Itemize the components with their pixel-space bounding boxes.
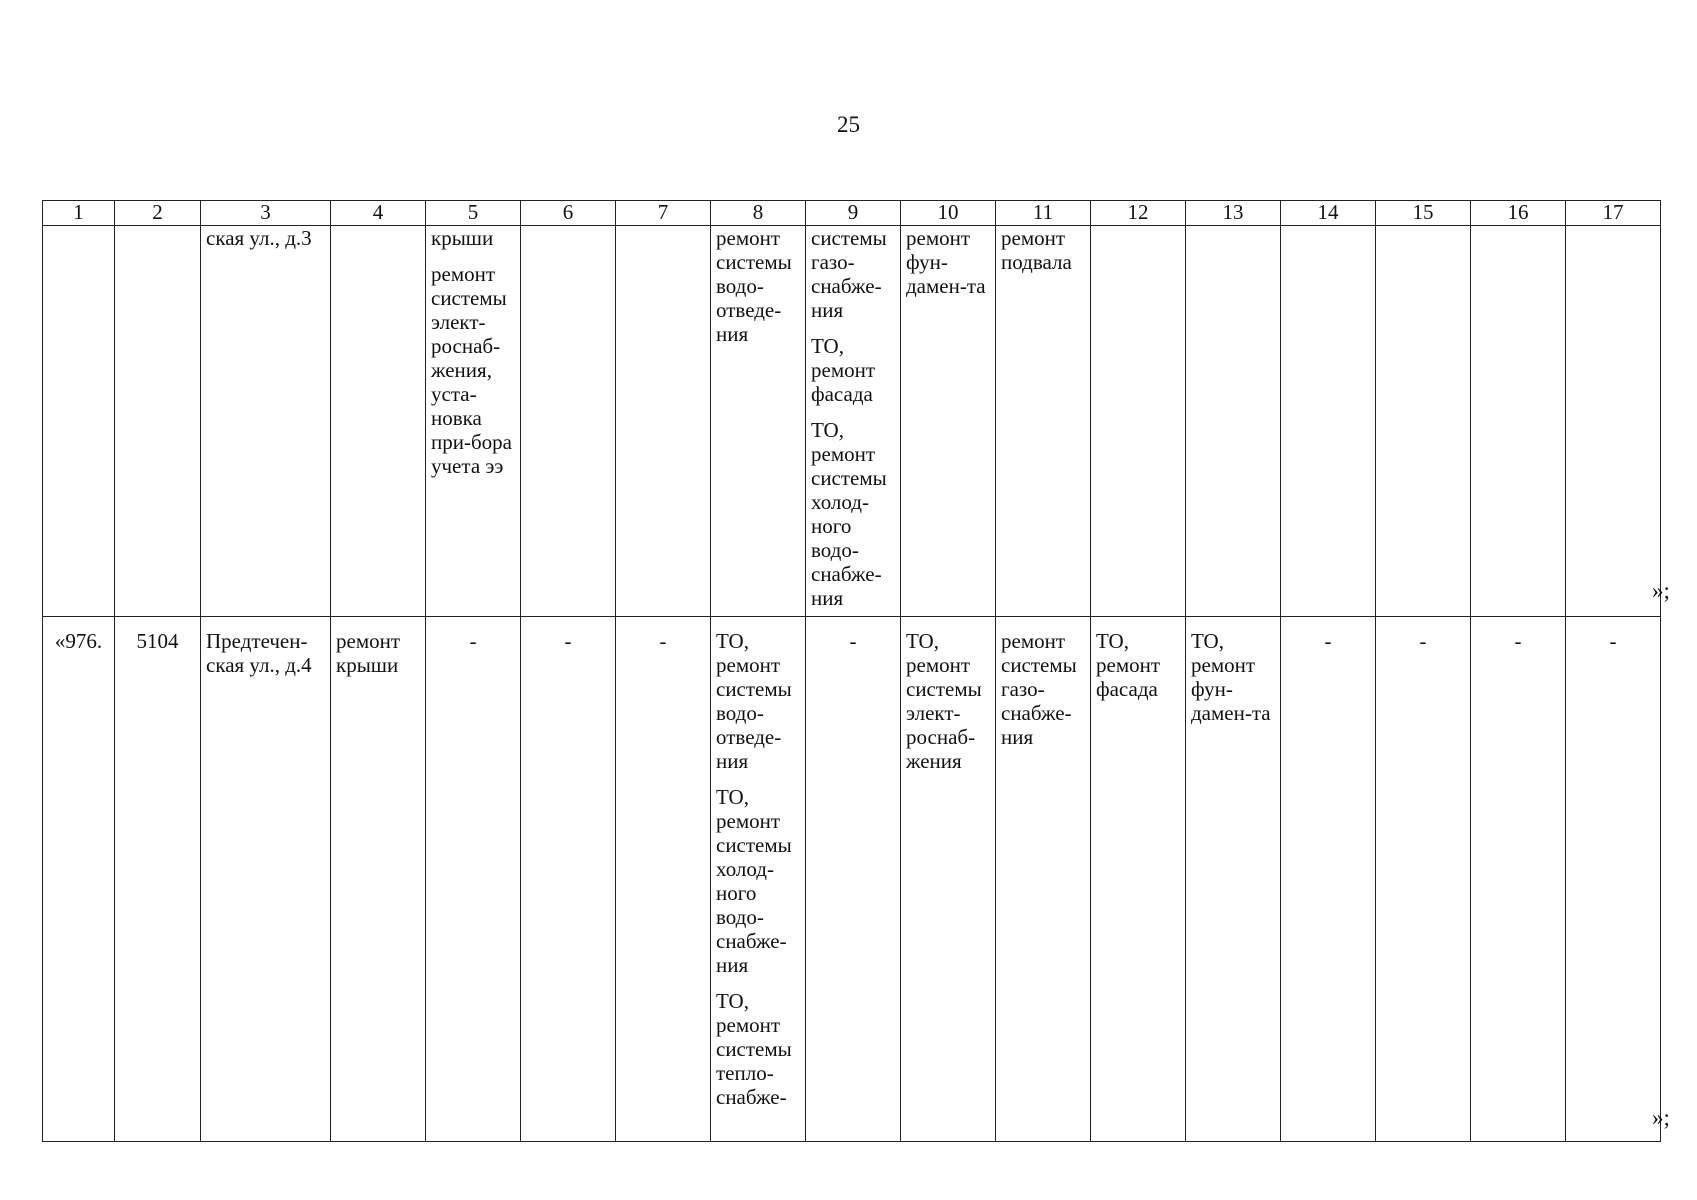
table-cell: [115, 226, 201, 617]
cell-entry: -: [564, 629, 572, 653]
table-cell: [711, 226, 806, 617]
cell-entry: -: [469, 629, 477, 653]
cell-entry: ская ул., д.3: [206, 226, 312, 250]
cell-entry: ТО, ремонт фасада: [811, 334, 876, 406]
column-number-row: [43, 201, 1661, 226]
code-cell: [115, 617, 201, 1142]
column-header: 3: [201, 201, 331, 226]
table-cell: [426, 226, 521, 617]
table-cell: [331, 226, 426, 617]
table-cell: [1091, 226, 1186, 617]
cell-entry: ТО, ремонт системы тепло-снабже-: [716, 989, 792, 1109]
table-cell: [616, 617, 711, 1142]
table-cell: [806, 617, 901, 1142]
table-cell: [1091, 617, 1186, 1142]
table-cell: [1471, 226, 1566, 617]
column-header: 11: [996, 201, 1091, 226]
column-header: 12: [1091, 201, 1186, 226]
cell-entry: ремонт фун-дамен-та: [906, 226, 986, 298]
row-number-cell: [43, 617, 115, 1142]
cell-entry: крыши: [431, 226, 494, 250]
table-cell: [1376, 226, 1471, 617]
table-cell: [1471, 617, 1566, 1142]
table-cell: [1566, 617, 1661, 1142]
cell-entry: 5104: [136, 629, 179, 653]
cell-entry: -: [1324, 629, 1332, 653]
cell-entry: ремонт системы водо-отведе-ния: [716, 226, 792, 346]
address-cell: [201, 617, 331, 1142]
column-header: 4: [331, 201, 426, 226]
column-header: 10: [901, 201, 996, 226]
table-cell: [521, 617, 616, 1142]
column-header: 15: [1376, 201, 1471, 226]
column-header: 16: [1471, 201, 1566, 226]
table-row: [43, 226, 1661, 617]
cell-entry: -: [1609, 629, 1617, 653]
table-cell: [1186, 617, 1281, 1142]
table-cell: [1281, 617, 1376, 1142]
cell-entry: ремонт крыши: [336, 629, 401, 677]
cell-entry: ремонт системы элект-роснаб-жения, уста-новка при-бора учета ээ: [431, 262, 512, 478]
table-cell: [711, 617, 806, 1142]
cell-entry: ремонт системы газо-снабже-ния: [1001, 629, 1077, 749]
column-header: 13: [1186, 201, 1281, 226]
table-cell: [996, 226, 1091, 617]
cell-entry: -: [849, 629, 857, 653]
column-header: 7: [616, 201, 711, 226]
cell-entry: -: [659, 629, 667, 653]
table-cell: [331, 617, 426, 1142]
cell-entry: «976.: [54, 629, 103, 653]
table-cell: [1376, 617, 1471, 1142]
cell-entry: -: [1514, 629, 1522, 653]
column-header: 2: [115, 201, 201, 226]
column-header: 17: [1566, 201, 1661, 226]
table-cell: [996, 617, 1091, 1142]
page-number: 25: [837, 112, 860, 137]
cell-entry: ТО, ремонт системы холод-ного водо-снабже-ния: [811, 418, 887, 610]
table-cell: [521, 226, 616, 617]
table-cell: [806, 226, 901, 617]
column-header: 9: [806, 201, 901, 226]
cell-entry: ТО, ремонт фасада: [1096, 629, 1161, 701]
column-header: 8: [711, 201, 806, 226]
cell-entry: ТО, ремонт системы элект-роснаб-жения: [906, 629, 982, 773]
address-cell: [201, 226, 331, 617]
table-cell: [426, 617, 521, 1142]
table-cell: [616, 226, 711, 617]
cell-entry: ТО, ремонт системы водо-отведе-ния: [716, 629, 792, 773]
cell-entry: ТО, ремонт фун-дамен-та: [1191, 629, 1271, 725]
column-header: 14: [1281, 201, 1376, 226]
repair-schedule-table: [42, 200, 1661, 1142]
table-cell: [1281, 226, 1376, 617]
table-cell: [901, 226, 996, 617]
column-header: 1: [43, 201, 115, 226]
table-cell: [43, 226, 115, 617]
cell-entry: ТО, ремонт системы холод-ного водо-снабже-ния: [716, 785, 792, 977]
row-closing-quote: »;: [1652, 1105, 1670, 1130]
column-header: 5: [426, 201, 521, 226]
cell-entry: ремонт подвала: [1001, 226, 1072, 274]
table-cell: [1186, 226, 1281, 617]
row-closing-quote: »;: [1652, 578, 1670, 603]
cell-entry: Предтечен-ская ул., д.4: [206, 629, 312, 677]
table-cell: [1566, 226, 1661, 617]
column-header: 6: [521, 201, 616, 226]
cell-entry: -: [1419, 629, 1427, 653]
table-row: [43, 617, 1661, 1142]
table-cell: [901, 617, 996, 1142]
cell-entry: системы газо-снабже-ния: [811, 226, 887, 322]
